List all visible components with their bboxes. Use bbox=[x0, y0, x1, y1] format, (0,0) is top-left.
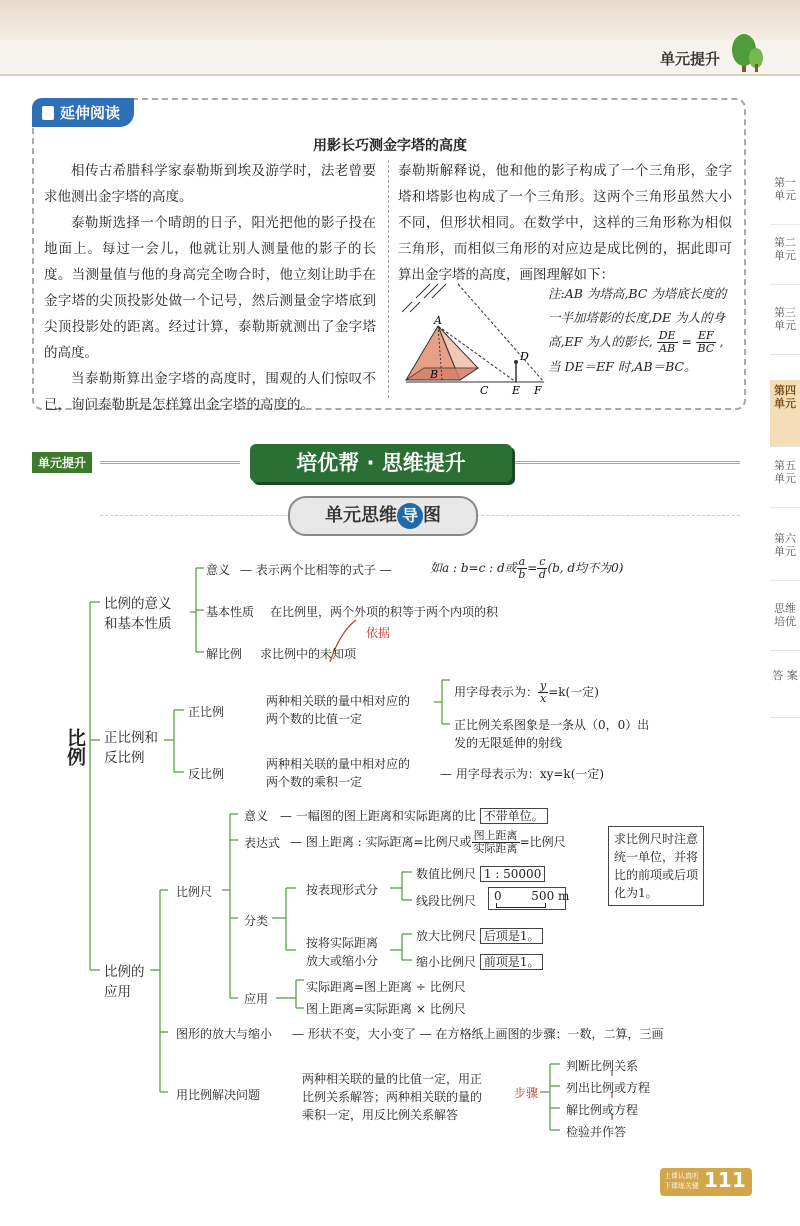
side-tab-thinking[interactable]: 思维培优 bbox=[770, 598, 800, 651]
b1-def-example bbox=[430, 556, 623, 581]
reading-title: 用影长巧测金字塔的高度 bbox=[313, 138, 467, 154]
side-tab-unit-1[interactable]: 第一单元 bbox=[770, 172, 800, 225]
b2-pos-formula bbox=[454, 680, 599, 705]
side-tab-answers[interactable]: 答 案 bbox=[770, 665, 800, 718]
book-icon bbox=[42, 106, 54, 120]
b1-frac1-top: a bbox=[518, 555, 526, 568]
b3-zoom: — 形状不变，大小变了 — 在方格纸上画图的步骤：一数，二算，三画 bbox=[292, 1027, 664, 1041]
b2-neg-label: 反比例 bbox=[188, 767, 225, 781]
b3-by-size2: 放大或缩小分 bbox=[306, 954, 379, 968]
b3-shrink-note: 前项是1。 bbox=[480, 954, 544, 970]
b3-step2: 列出比例或方程 bbox=[566, 1081, 651, 1095]
b2-neg-text2: 两个数的乘积一定 bbox=[266, 775, 363, 789]
side-tab-unit-6[interactable]: 第六单元 bbox=[770, 528, 800, 581]
reading-paragraph-4: 泰勒斯解释说，他和他的影子构成了一个三角形，金字塔和塔影也构成了一个三角形。这两个三角形虽然大小不同，但形状相同。在数学中，这样的三角形称为相似三角形，而相似三角形的对应边是成比例的，据此即可算出金字塔的高度，画图理解如下： bbox=[398, 163, 732, 283]
b3-meaning-content: 一幅图的图上距离和实际距离的比 bbox=[295, 809, 476, 823]
note-fraction-ef-bc bbox=[696, 330, 716, 355]
reading-badge bbox=[32, 98, 134, 127]
b3-solve2: 比例关系解答；两种相关联的量的 bbox=[302, 1090, 483, 1104]
mindmap-subbanner bbox=[288, 496, 478, 536]
label-f: F bbox=[534, 384, 542, 397]
note-frac2-bottom: BC bbox=[697, 342, 715, 355]
reading-paragraph-2: 泰勒斯选择一个晴朗的日子，阳光把他的影子投在地面上。每过一会儿，他就让别人测量他的影子的长度。当测量值与他的身高完全吻合时，他立刻让助手在金字塔的尖顶投影处做一个记号，然后测量金字塔底到尖顶投影处的距离。经过计算，泰勒斯就测出了金字塔的高度。 bbox=[44, 215, 376, 361]
b2-pos-label: 正比例 bbox=[188, 705, 225, 719]
b3-scale-label: 比例尺 bbox=[176, 885, 213, 899]
b1-solve-label: 解比例 bbox=[206, 647, 243, 661]
b1-frac-eq: = bbox=[527, 561, 538, 575]
unit-title: 单元提升 bbox=[659, 50, 720, 68]
section-banner: 培优帮 · 思维提升 bbox=[250, 444, 512, 482]
b3-line-zero: 0 bbox=[494, 889, 502, 903]
page-number: 111 bbox=[704, 1168, 746, 1192]
b2-frac-top: y bbox=[540, 679, 547, 692]
b3-meaning-label: 意义 bbox=[244, 809, 269, 823]
b3-expr-frac-top: 图上距离 bbox=[473, 829, 518, 842]
b3-expr-post: =比例尺 bbox=[519, 835, 566, 849]
b2-neg-text1: 两种相关联的量中相对应的 bbox=[266, 757, 411, 771]
branch1-title1: 比例的意义 bbox=[104, 596, 172, 612]
diagram-note bbox=[548, 282, 734, 379]
note-text: 注:AB 为塔高,BC 为塔底长度的一半加塔影的长度,DE 为人的身高,EF 为人的影长, bbox=[548, 286, 727, 349]
label-c: C bbox=[480, 384, 489, 397]
b1-solve-text: 求比例中的未知项 bbox=[260, 647, 357, 661]
b1-basis: 依据 bbox=[366, 626, 391, 640]
b3-step3: 解比例或方程 bbox=[566, 1103, 639, 1117]
tree-icon bbox=[722, 30, 766, 74]
b1-def-text: — 表示两个比相等的式子 — bbox=[240, 563, 392, 577]
section-divider-right bbox=[512, 461, 740, 464]
b3-solve-label: 用比例解决问题 bbox=[176, 1088, 261, 1102]
b3-step1: 判断比例关系 bbox=[566, 1059, 639, 1073]
note-end: ,当 DE＝EF 时,AB＝BC。 bbox=[548, 334, 724, 374]
b3-expr: — 图上距离 : 实际距离=比例尺或 $\frac{\text{图上距离}}{\text{实际距离}}$ =比例尺 bbox=[290, 829, 566, 855]
b3-line-scale bbox=[488, 887, 570, 910]
reading-left-column bbox=[44, 158, 376, 418]
b3-zoom-label: 图形的放大与缩小 bbox=[176, 1027, 273, 1041]
section-divider-left bbox=[100, 461, 240, 464]
b3-steps-label: 步骤 bbox=[514, 1086, 539, 1100]
b3-expr-frac bbox=[472, 830, 520, 855]
b1-def-label: 意义 bbox=[206, 563, 231, 577]
b3-expr-frac-bottom: 实际距离 bbox=[473, 842, 518, 855]
b3-shrink bbox=[416, 953, 543, 970]
b2-pos-formula-pre: 用字母表示为： bbox=[454, 685, 539, 699]
b1-frac-ab bbox=[517, 556, 528, 581]
b1-def-example-post: (b, d均不为0) bbox=[547, 561, 624, 575]
note-frac1-bottom: AB bbox=[659, 342, 676, 355]
b3-zoom-steps: 在方格纸上画图的步骤：一数，二算，三画 bbox=[435, 1027, 664, 1041]
b1-def-example-pre: 如a : b=c : d或 bbox=[430, 561, 517, 575]
b1-prop-label: 基本性质 bbox=[206, 605, 255, 619]
branch2-title2: 反比例 bbox=[104, 750, 145, 766]
b3-by-form: 按表现形式分 bbox=[306, 883, 379, 897]
b3-zoom-text: 形状不变，大小变了 bbox=[307, 1027, 416, 1041]
b3-meaning-text: — 一幅图的图上距离和实际距离的比 不带单位。 bbox=[280, 807, 548, 824]
b2-neg-formula: — 用字母表示为：xy=k(一定) bbox=[440, 767, 605, 781]
side-tab-unit-2[interactable]: 第二单元 bbox=[770, 232, 800, 285]
b3-numeric-label: 数值比例尺 bbox=[416, 867, 477, 881]
reading-badge-label: 延伸阅读 bbox=[60, 104, 121, 122]
b1-prop-text: 在比例里，两个外项的积等于两个内项的积 bbox=[270, 605, 499, 619]
b3-class-label: 分类 bbox=[244, 914, 269, 928]
note-frac1-top: DE bbox=[658, 329, 676, 342]
note-equals: = bbox=[681, 334, 693, 349]
label-d: D bbox=[520, 350, 529, 363]
b3-enlarge-label: 放大比例尺 bbox=[416, 929, 477, 943]
header-texture bbox=[0, 0, 800, 40]
b3-line: 线段比例尺 bbox=[416, 894, 477, 908]
note-frac2-top: EF bbox=[698, 329, 714, 342]
pyramid-diagram bbox=[398, 280, 546, 398]
b3-by-size1: 按将实际距离 bbox=[306, 936, 379, 950]
column-divider bbox=[388, 160, 389, 398]
b3-expr-note: 求比例尺时注意统一单位，并将比的前项或后项化为1。 bbox=[608, 826, 704, 906]
b2-pos-text1: 两种相关联的量中相对应的 bbox=[266, 694, 411, 708]
b3-enlarge-note: 后项是1。 bbox=[480, 928, 544, 944]
b3-apply-label: 应用 bbox=[244, 992, 269, 1006]
b2-pos-text2: 两个数的比值一定 bbox=[266, 712, 363, 726]
label-e: E bbox=[512, 384, 521, 397]
b2-neg-formula-text: 用字母表示为：xy=k(一定) bbox=[455, 767, 605, 781]
branch3-title2: 应用 bbox=[104, 984, 131, 1000]
b3-enlarge bbox=[416, 927, 543, 944]
b1-frac2-top: c bbox=[539, 555, 546, 568]
subbanner-tu: 图 bbox=[423, 505, 441, 526]
branch2-title1: 正比例和 bbox=[104, 730, 158, 746]
b3-apply1: 实际距离=图上距离 ÷ 比例尺 bbox=[306, 980, 466, 994]
reading-right-column bbox=[398, 158, 732, 288]
footer-slogan bbox=[664, 1171, 699, 1191]
side-tab-unit-4[interactable]: 第四单元 bbox=[770, 380, 800, 447]
b3-numeric-example: 1 : 50000 bbox=[480, 866, 545, 882]
branch1-title2: 和基本性质 bbox=[104, 616, 172, 632]
side-tab-unit-5[interactable]: 第五单元 bbox=[770, 455, 800, 508]
b3-meaning-note: 不带单位。 bbox=[480, 808, 548, 824]
b3-solve3: 乘积一定，用反比例关系解答 bbox=[302, 1108, 459, 1122]
b2-pos-graph2: 发的无限延伸的射线 bbox=[454, 736, 563, 750]
note-fraction-de-ab bbox=[657, 330, 678, 355]
b1-frac1-bottom: b bbox=[518, 568, 526, 581]
mindmap-root: 比例 bbox=[64, 728, 86, 766]
b2-frac-yx bbox=[538, 680, 548, 705]
b1-frac2-bottom: d bbox=[538, 568, 546, 581]
b3-expr-text: 图上距离 : 实际距离=比例尺或 bbox=[305, 835, 472, 849]
subbanner-dao: 导 bbox=[397, 503, 423, 529]
b1-frac-cd bbox=[537, 556, 547, 581]
b3-line-val: 500 m bbox=[531, 889, 570, 903]
b2-frac-bottom: x bbox=[540, 692, 547, 705]
b2-pos-formula-post: =k(一定) bbox=[548, 685, 599, 699]
b3-step4: 检验并作答 bbox=[566, 1125, 627, 1139]
branch3-title1: 比例的 bbox=[104, 964, 145, 980]
label-a: A bbox=[434, 314, 442, 327]
footer-slogan-2: 下课练关键 bbox=[664, 1182, 699, 1190]
b1-def-content: 表示两个比相等的式子 bbox=[255, 563, 376, 577]
b3-apply2: 图上距离=实际距离 × 比例尺 bbox=[306, 1002, 466, 1016]
section-label: 单元提升 bbox=[32, 452, 92, 473]
reading-paragraph-1: 相传古希腊科学家泰勒斯到埃及游学时，法老曾要求他测出金字塔的高度。 bbox=[44, 163, 376, 205]
b3-numeric bbox=[416, 865, 545, 882]
b3-solve1: 两种相关联的量的比值一定，用正 bbox=[302, 1072, 483, 1086]
subbanner-text: 单元思维 bbox=[325, 505, 397, 526]
b2-pos-graph1: 正比例关系图象是一条从（0，0）出 bbox=[454, 718, 650, 732]
b3-shrink-label: 缩小比例尺 bbox=[416, 955, 477, 969]
side-tab-unit-3[interactable]: 第三单元 bbox=[770, 302, 800, 355]
footer-slogan-1: 上课认真听 bbox=[664, 1172, 699, 1180]
reading-paragraph-3: 当泰勒斯算出金字塔的高度时，围观的人们惊叹不已，询问泰勒斯是怎样算出金字塔的高度的。 bbox=[44, 371, 376, 413]
label-b: B bbox=[430, 368, 439, 381]
b3-expr-label: 表达式 bbox=[244, 836, 281, 850]
